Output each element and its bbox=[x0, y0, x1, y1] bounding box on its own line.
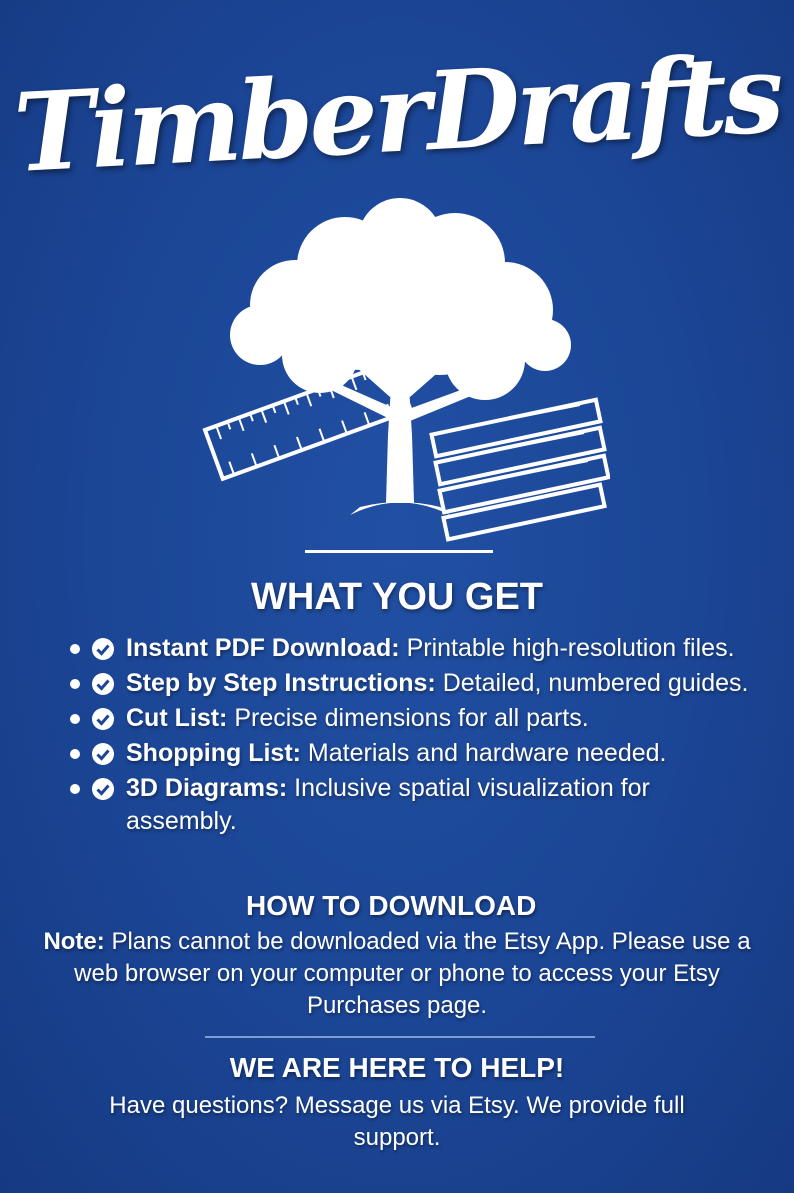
top-divider bbox=[305, 550, 493, 553]
list-item bbox=[60, 702, 760, 735]
note-text: Plans cannot be downloaded via the Etsy App. Please use a web browser on your computer or phone to access your Etsy Purchases page. bbox=[74, 928, 751, 1019]
bullet-dot bbox=[70, 679, 80, 689]
what-you-get-heading: WHAT YOU GET bbox=[250, 576, 544, 618]
feature-text: Materials and hardware needed. bbox=[307, 739, 667, 767]
check-circle-icon bbox=[91, 637, 115, 661]
check-circle-icon bbox=[91, 777, 115, 801]
lumber-stack-icon bbox=[432, 400, 609, 540]
check-circle-icon bbox=[91, 672, 115, 696]
check-circle-icon bbox=[91, 707, 115, 731]
feature-title: Step by Step Instructions: bbox=[126, 669, 436, 697]
feature-title: 3D Diagrams: bbox=[126, 774, 288, 802]
bullet-dot bbox=[70, 644, 80, 654]
list-item bbox=[60, 772, 760, 838]
help-heading: WE ARE HERE TO HELP! bbox=[229, 1052, 565, 1083]
note-label: Note: bbox=[43, 928, 105, 955]
check-circle-icon bbox=[91, 742, 115, 766]
download-note bbox=[40, 926, 754, 1022]
list-item bbox=[60, 667, 760, 700]
feature-title: Instant PDF Download: bbox=[126, 634, 400, 662]
feature-text: Inclusive spatial visualization for assembly. bbox=[126, 774, 650, 835]
feature-title: Shopping List: bbox=[126, 739, 301, 767]
feature-text: Detailed, numbered guides. bbox=[442, 669, 749, 697]
list-item bbox=[60, 737, 760, 770]
feature-text: Printable high-resolution files. bbox=[406, 634, 735, 662]
section-divider bbox=[205, 1036, 595, 1038]
bullet-dot bbox=[70, 714, 80, 724]
tree-ruler-lumber-illustration bbox=[200, 185, 610, 545]
bullet-dot bbox=[70, 784, 80, 794]
list-item bbox=[60, 632, 760, 665]
bullet-dot bbox=[70, 749, 80, 759]
feature-text: Precise dimensions for all parts. bbox=[234, 704, 589, 732]
feature-title: Cut List: bbox=[126, 704, 228, 732]
how-to-download-heading: HOW TO DOWNLOAD bbox=[246, 890, 537, 921]
brand-logo: TimberDrafts bbox=[10, 31, 784, 197]
help-text: Have questions? Message us via Etsy. We provide full support. bbox=[109, 1092, 685, 1151]
feature-list bbox=[60, 632, 760, 840]
